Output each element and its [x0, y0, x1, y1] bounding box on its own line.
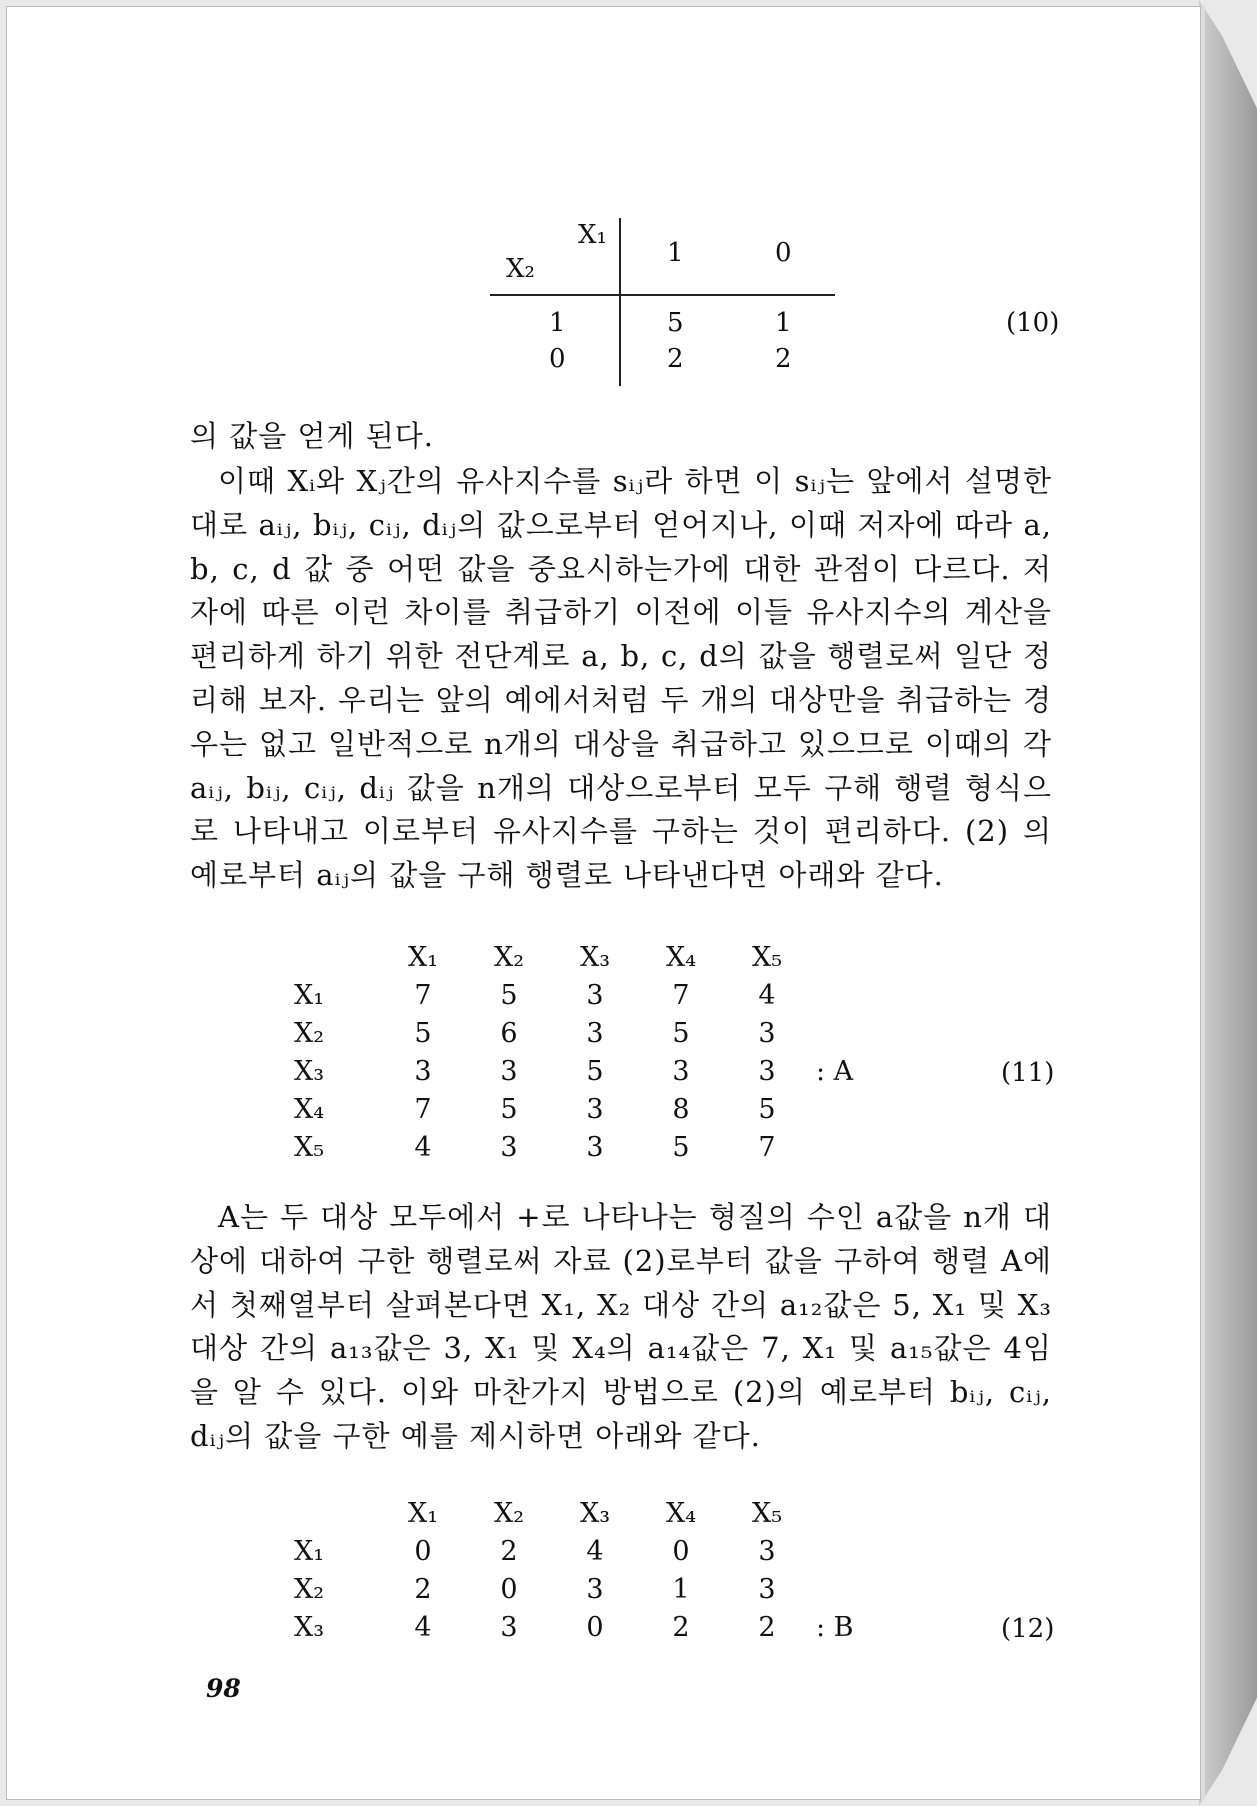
- matrix-row-label: X₃: [294, 1611, 325, 1643]
- contingency-x2-label: X₂: [506, 254, 535, 284]
- matrix-col-header: X₃: [579, 1497, 611, 1529]
- contingency-col-header: 0: [775, 238, 792, 268]
- matrix-cell: 8: [672, 1093, 690, 1125]
- matrix-cell: 5: [586, 1055, 604, 1087]
- matrix-cell: 3: [758, 1055, 776, 1087]
- matrix-row-label: X₁: [294, 979, 325, 1011]
- page-edge: [1199, 0, 1257, 1806]
- matrix-col-header: X₅: [751, 1497, 783, 1529]
- matrix-cell: 0: [500, 1573, 518, 1605]
- matrix-cell: 3: [586, 1093, 604, 1125]
- equation-number: (11): [1001, 1058, 1055, 1088]
- matrix-cell: 3: [500, 1611, 518, 1643]
- matrix-cell: 3: [586, 1131, 604, 1163]
- matrix-cell: 4: [414, 1611, 432, 1643]
- matrix-col-header: X₃: [579, 941, 611, 973]
- matrix-col-header: X₂: [493, 1497, 525, 1529]
- matrix-cell: 7: [414, 979, 432, 1011]
- matrix-cell: 0: [586, 1611, 604, 1643]
- matrix-cell: 5: [672, 1017, 690, 1049]
- equation-number: (10): [1006, 308, 1060, 338]
- matrix-cell: 0: [672, 1535, 690, 1567]
- matrix-cell: 3: [586, 1017, 604, 1049]
- contingency-cell: 2: [667, 344, 684, 374]
- matrix-col-header: X₂: [493, 941, 525, 973]
- matrix-corner: [290, 1494, 380, 1532]
- matrix-cell: 4: [586, 1535, 604, 1567]
- matrix-cell: 3: [586, 979, 604, 1011]
- matrix-cell: 4: [414, 1131, 432, 1163]
- matrix-row: [290, 1608, 810, 1646]
- matrix-cell: 7: [758, 1131, 776, 1163]
- matrix-cell: 4: [758, 979, 776, 1011]
- paragraph: 이때 Xᵢ와 Xⱼ간의 유사지수를 sᵢⱼ라 하면 이 sᵢⱼ는 앞에서 설명한 대로 aᵢⱼ, bᵢⱼ, cᵢⱼ, dᵢⱼ의 값으로부터 얻어지나, 이때 저자에 따라 a, b, c, d 값 중 어떤 값을 중요시하는가에 대한 관점이 다르다. 저자에 따른 이런 차이를 취급하기 이전에 이들 유사지수의 계산을 편리하게 하기 위한 전단계로 a, b, c, d의 값을 행렬로써 일단 정리해 보자. 우리는 앞의 예에서처럼 두 개의 대상만을 취급하는 경우는 없고 일반적으로 n개의 대상을 취급하고 있으므로 이때의 각 aᵢⱼ, bᵢⱼ, cᵢⱼ, dᵢⱼ 값을 n개의 대상으로부터 모두 구해 행렬 형식으로 나타내고 이로부터 유사지수를 구하는 것이 편리하다. (2) 의 예로부터 aᵢⱼ의 값을 구해 행렬로 나타낸다면 아래와 같다.: [190, 464, 1052, 893]
- page-number: 98: [206, 1674, 241, 1703]
- matrix-a-name: : A: [816, 1056, 854, 1087]
- matrix-row: [290, 1128, 810, 1166]
- matrix-cell: 3: [672, 1055, 690, 1087]
- matrix-cell: 2: [500, 1535, 518, 1567]
- matrix-row-label: X₂: [294, 1573, 325, 1605]
- matrix-cell: 3: [758, 1017, 776, 1049]
- matrix-col-header: X₁: [407, 941, 439, 973]
- matrix-row-label: X₂: [294, 1017, 325, 1049]
- matrix-row-label: X₃: [294, 1055, 325, 1087]
- matrix-col-header: X₅: [751, 941, 783, 973]
- matrix-row: [290, 1014, 810, 1052]
- matrix-corner: [290, 938, 380, 976]
- matrix-cell: 2: [414, 1573, 432, 1605]
- matrix-cell: 5: [414, 1017, 432, 1049]
- paragraph: A는 두 대상 모두에서 +로 나타나는 형질의 수인 a값을 n개 대상에 대하여 구한 행렬로써 자료 (2)로부터 값을 구하여 행렬 A에서 첫째열부터 살펴본다면 X₁, X₂ 대상 간의 a₁₂값은 5, X₁ 및 X₃ 대상 간의 a₁₃값은 3, X₁ 및 X₄의 a₁₄값은 7, X₁ 및 a₁₅값은 4임을 알 수 있다. 이와 마찬가지 방법으로 (2)의 예로부터 bᵢⱼ, cᵢⱼ, dᵢⱼ의 값을 구한 예를 제시하면 아래와 같다.: [190, 1200, 1052, 1453]
- matrix-cell: 5: [672, 1131, 690, 1163]
- matrix-row-label: X₅: [294, 1131, 325, 1163]
- matrix-cell: 6: [500, 1017, 518, 1049]
- contingency-vertical-rule: [619, 218, 621, 386]
- contingency-cell: 2: [775, 344, 792, 374]
- matrix-b: [290, 1494, 810, 1646]
- matrix-cell: 2: [758, 1611, 776, 1643]
- matrix-cell: 3: [500, 1131, 518, 1163]
- matrix-row: [290, 1532, 810, 1570]
- matrix-cell: 5: [500, 1093, 518, 1125]
- matrix-cell: 5: [758, 1093, 776, 1125]
- matrix-cell: 3: [586, 1573, 604, 1605]
- matrix-a: [290, 938, 810, 1166]
- matrix-cell: 3: [758, 1535, 776, 1567]
- matrix-col-header: X₄: [665, 941, 697, 973]
- matrix-row-label: X₄: [294, 1093, 325, 1125]
- matrix-b-name: : B: [816, 1612, 854, 1643]
- matrix-cell: 5: [500, 979, 518, 1011]
- contingency-horizontal-rule: [490, 294, 835, 296]
- contingency-cell: 1: [775, 308, 792, 338]
- contingency-x1-label: X₁: [578, 220, 607, 250]
- matrix-header-row: [290, 1494, 810, 1532]
- matrix-col-header: X₁: [407, 1497, 439, 1529]
- paragraph: 의 값을 얻게 된다.: [190, 419, 434, 453]
- equation-number: (12): [1001, 1614, 1055, 1644]
- matrix-row-label: X₁: [294, 1535, 325, 1567]
- matrix-cell: 7: [414, 1093, 432, 1125]
- matrix-row: [290, 1570, 810, 1608]
- contingency-cell: 5: [667, 308, 684, 338]
- matrix-cell: 0: [414, 1535, 432, 1567]
- matrix-header-row: [290, 938, 810, 976]
- matrix-cell: 2: [672, 1611, 690, 1643]
- contingency-row-label: 0: [549, 344, 566, 374]
- matrix-cell: 3: [414, 1055, 432, 1087]
- contingency-col-header: 1: [667, 238, 684, 268]
- matrix-row: [290, 1090, 810, 1128]
- matrix-cell: 1: [672, 1573, 690, 1605]
- matrix-row: [290, 1052, 810, 1090]
- matrix-cell: 3: [500, 1055, 518, 1087]
- matrix-row: [290, 976, 810, 1014]
- matrix-cell: 3: [758, 1573, 776, 1605]
- contingency-row-label: 1: [549, 308, 566, 338]
- matrix-col-header: X₄: [665, 1497, 697, 1529]
- matrix-cell: 7: [672, 979, 690, 1011]
